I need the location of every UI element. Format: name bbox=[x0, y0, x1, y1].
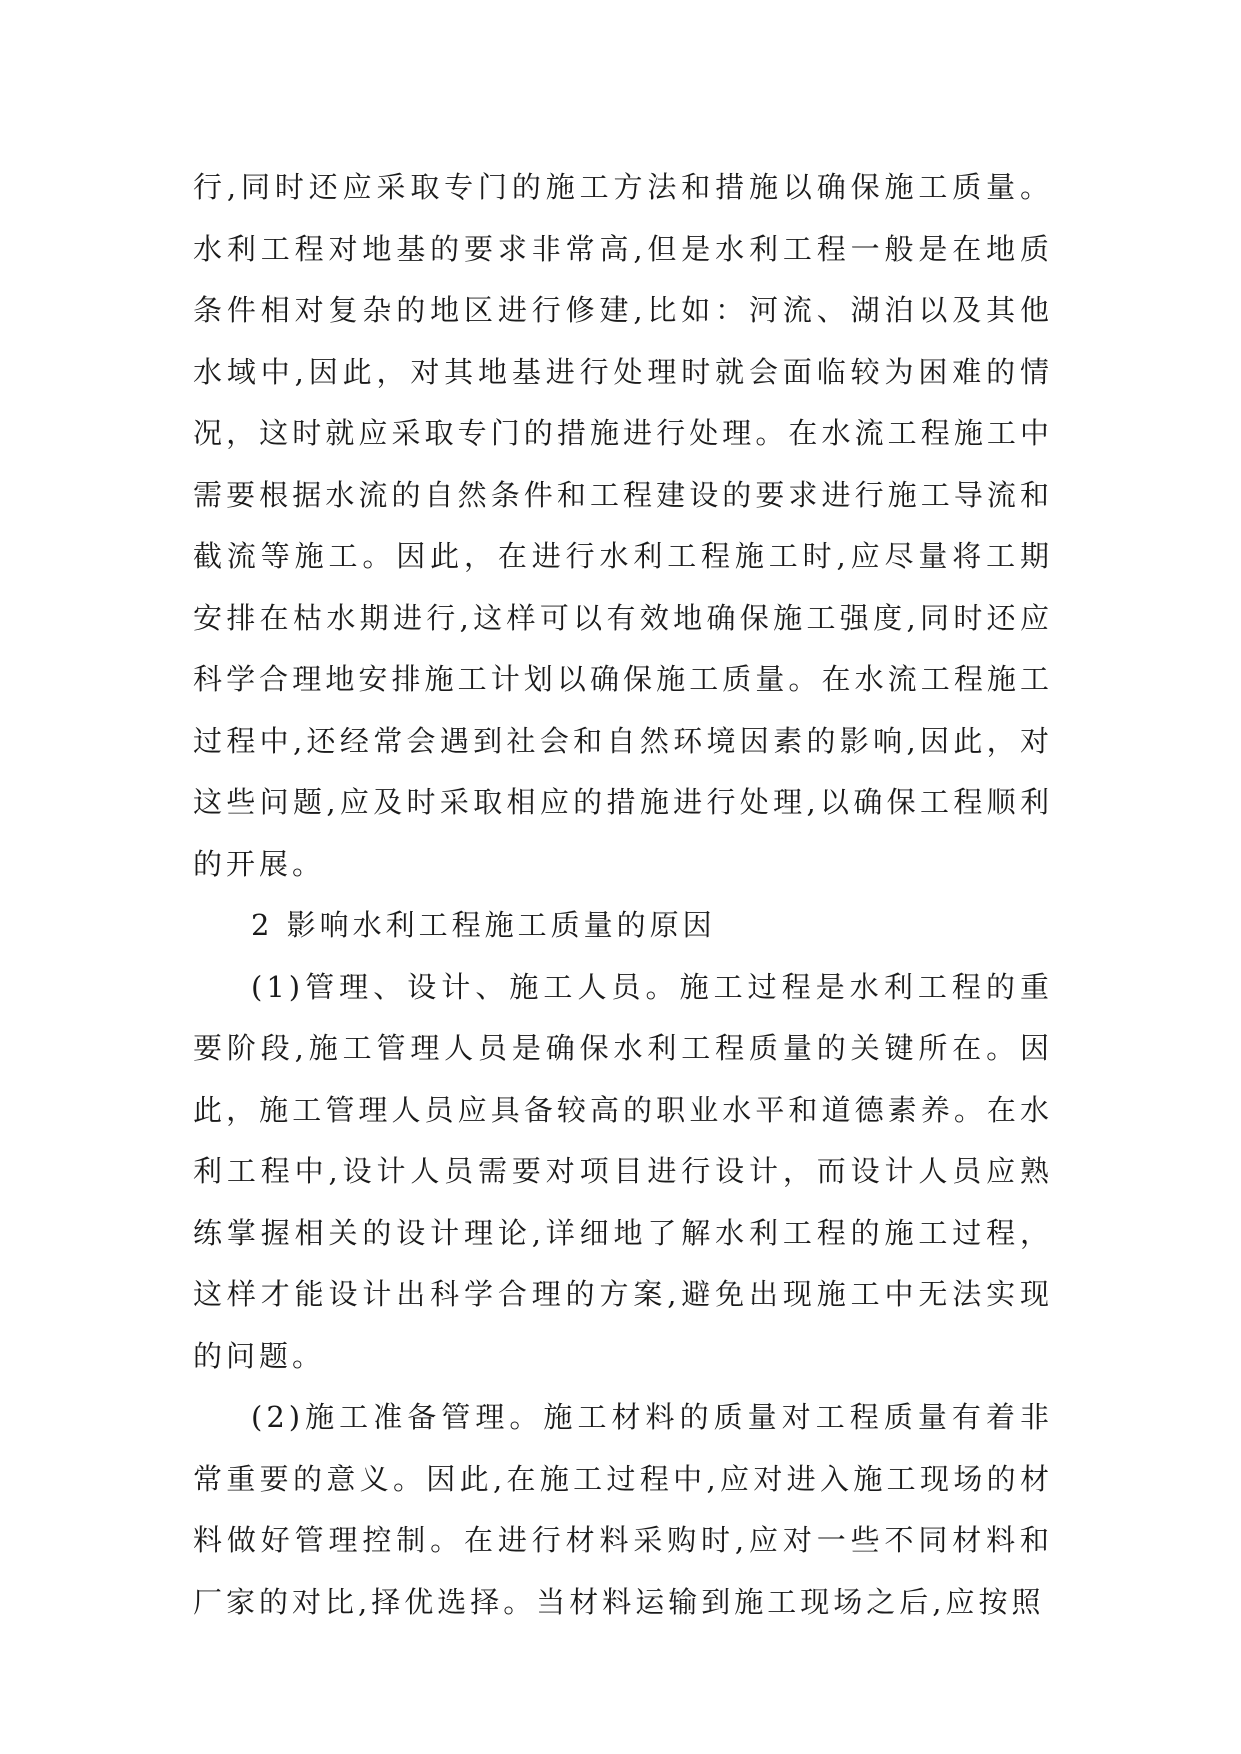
body-paragraph-personnel: (1)管理、设计、施工人员。施工过程是水利工程的重要阶段,施工管理人员是确保水利工程质量的关键所在。因此，施工管理人员应具备较高的职业水平和道德素养。在水利工程中,设计人员需要对项目进行设计，而设计人员应熟练掌握相关的设计理论,详细地了解水利工程的施工过程，这样才能设计出科学合理的方案,避免出现施工中无法实现的问题。 bbox=[193, 969, 1053, 1373]
document-page bbox=[193, 157, 1053, 1633]
body-paragraph-preparation: (2)施工准备管理。施工材料的质量对工程质量有着非常重要的意义。因此,在施工过程中,应对进入施工现场的材料做好管理控制。在进行材料采购时,应对一些不同材料和厂家的对比,择优选择。当材料运输到施工现场之后,应按照 bbox=[193, 1400, 1053, 1619]
section-heading: 2 影响水利工程施工质量的原因 bbox=[251, 908, 716, 942]
body-paragraph-continuation: 行,同时还应采取专门的施工方法和措施以确保施工质量。水利工程对地基的要求非常高,但是水利工程一般是在地质条件相对复杂的地区进行修建,比如：河流、湖泊以及其他水域中,因此，对其地基进行处理时就会面临较为困难的情况，这时就应采取专门的措施进行处理。在水流工程施工中需要根据水流的自然条件和工程建设的要求进行施工导流和截流等施工。因此，在进行水利工程施工时,应尽量将工期安排在枯水期进行,这样可以有效地确保施工强度,同时还应科学合理地安排施工计划以确保施工质量。在水流工程施工过程中,还经常会遇到社会和自然环境因素的影响,因此，对这些问题,应及时采取相应的措施进行处理,以确保工程顺利的开展。 bbox=[193, 170, 1053, 881]
